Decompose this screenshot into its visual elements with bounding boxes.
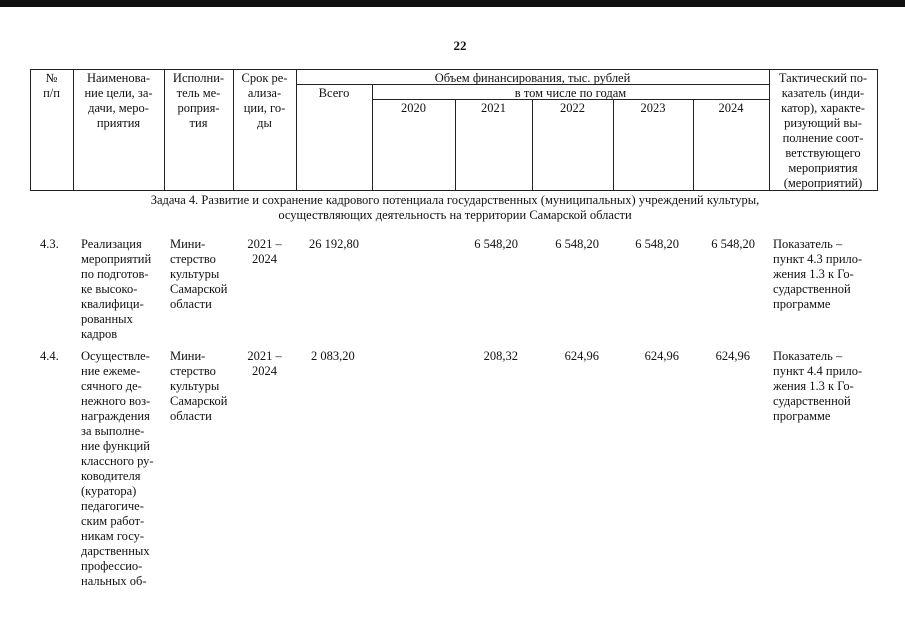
row-total: 2 083,20: [311, 349, 355, 363]
row-value-2023: 624,96: [644, 349, 679, 363]
header-by-years: в том числе по годам: [514, 86, 627, 100]
row-value-2021: 6 548,20: [474, 237, 518, 251]
row-total: 26 192,80: [309, 237, 359, 251]
page-top-border: [0, 0, 905, 7]
page-number: 22: [453, 38, 467, 53]
header-term: Срок ре- ализа- ции, го- ды: [241, 71, 288, 130]
header-executor: Исполни- тель ме- роприя- тия: [172, 71, 225, 130]
header-indicator: Тактический по- казатель (инди- катор), характе- ризующий вы- полнение соот- ветствующего мероприятия (мероприятий): [778, 71, 868, 190]
row-executor: Мини- стерство культуры Самарской области: [170, 349, 228, 423]
header-name: Наименова- ние цели, за- дачи, меро- приятия: [84, 71, 153, 130]
row-value-2021: 208,32: [483, 349, 518, 363]
row-indicator: Показатель – пункт 4.3 прило- жения 1.3 к Го- сударственной программе: [773, 237, 863, 311]
header-year: 2021: [481, 101, 506, 115]
row-term: 2021 – 2024: [247, 237, 282, 266]
row-term: 2021 – 2024: [247, 349, 282, 378]
header-funding: Объем финансирования, тыс. рублей: [434, 71, 631, 85]
row-value-2022: 6 548,20: [555, 237, 599, 251]
row-value-2023: 6 548,20: [635, 237, 679, 251]
row-name: Реализация мероприятий по подготов- ке высоко- квалифици- рованных кадров: [81, 237, 152, 341]
header-num: № п/п: [43, 71, 60, 100]
header-year: 2020: [401, 101, 426, 115]
row-indicator: Показатель – пункт 4.4 прило- жения 1.3 к Го- сударственной программе: [773, 349, 863, 423]
row-number: 4.4.: [40, 349, 59, 363]
row-value-2024: 6 548,20: [711, 237, 755, 251]
row-number: 4.3.: [40, 237, 59, 251]
row-executor: Мини- стерство культуры Самарской области: [170, 237, 228, 311]
header-year: 2023: [640, 101, 666, 115]
header-year: 2022: [560, 101, 585, 115]
row-name: Осуществле- ние ежеме- сячного де- нежного воз- награждения за выполне- ние функций классного ру- ководителя (куратора) педагогиче- ским работ- никам госу- дарственных профессио- нальных об-: [81, 349, 154, 588]
header-total: Всего: [318, 86, 350, 100]
row-value-2024: 624,96: [715, 349, 750, 363]
header-year: 2024: [718, 101, 744, 115]
row-value-2022: 624,96: [564, 349, 599, 363]
task-title: Задача 4. Развитие и сохранение кадрового потенциала государственных (муниципальных) учреждений культуры, осуществляющих деятельность на территории Самарской области: [150, 193, 760, 222]
